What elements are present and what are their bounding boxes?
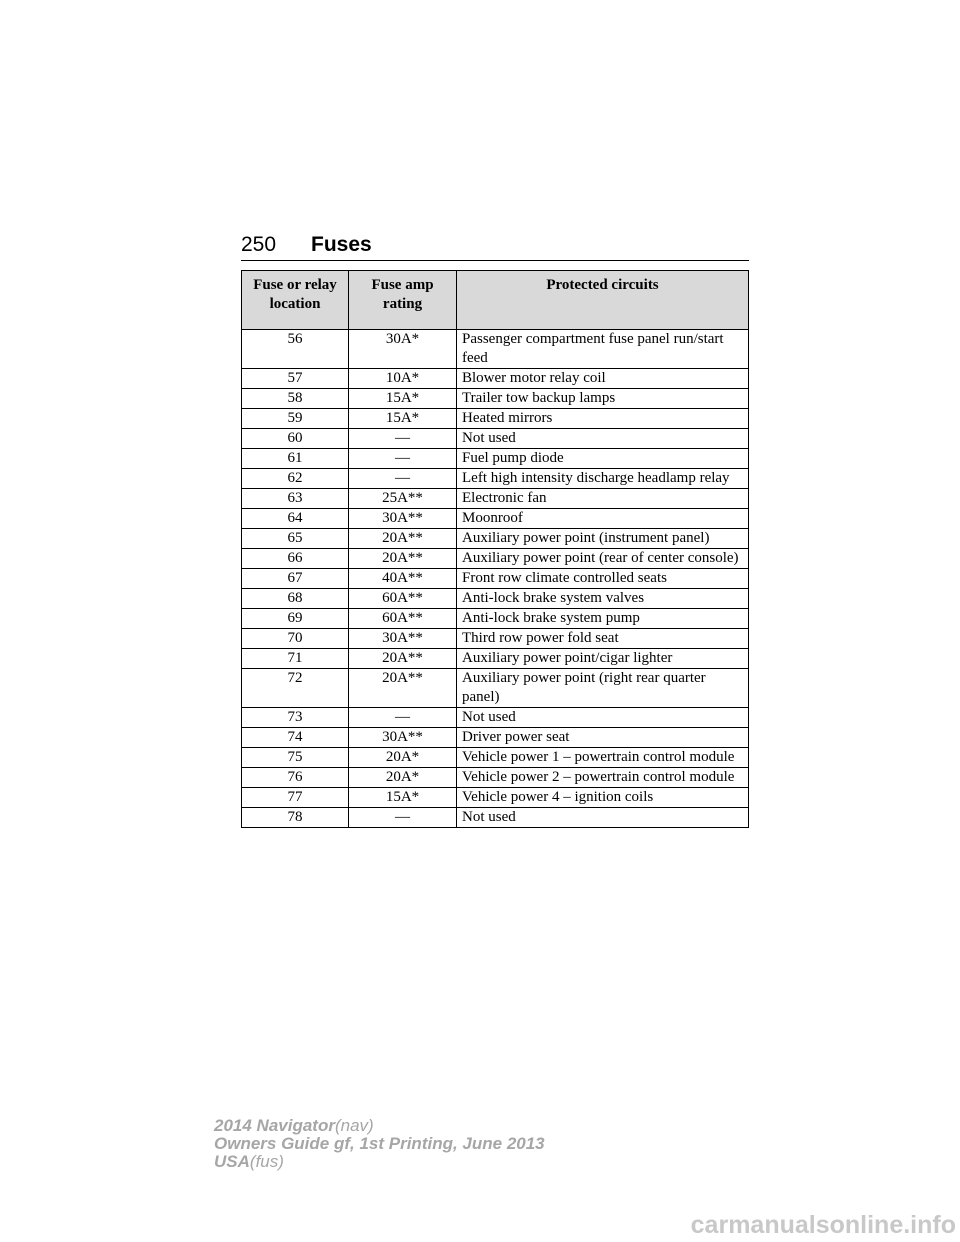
cell-protected-circuit: Anti-lock brake system pump — [457, 609, 749, 629]
cell-protected-circuit: Auxiliary power point (right rear quarter panel) — [457, 669, 749, 708]
cell-protected-circuit: Passenger compartment fuse panel run/start feed — [457, 330, 749, 369]
cell-protected-circuit: Anti-lock brake system valves — [457, 589, 749, 609]
table-row — [242, 369, 749, 389]
cell-amp-rating: 30A** — [349, 728, 457, 748]
cell-amp-rating: 30A** — [349, 509, 457, 529]
cell-protected-circuit: Vehicle power 2 – powertrain control module — [457, 768, 749, 788]
cell-protected-circuit: Not used — [457, 429, 749, 449]
cell-location: 66 — [242, 549, 349, 569]
cell-location: 57 — [242, 369, 349, 389]
table-row — [242, 669, 749, 708]
cell-amp-rating: — — [349, 469, 457, 489]
table-header-row — [242, 271, 749, 330]
cell-protected-circuit: Fuel pump diode — [457, 449, 749, 469]
cell-amp-rating: 20A* — [349, 748, 457, 768]
cell-location: 65 — [242, 529, 349, 549]
cell-amp-rating: 20A** — [349, 529, 457, 549]
table-row — [242, 589, 749, 609]
table-row — [242, 768, 749, 788]
cell-protected-circuit: Driver power seat — [457, 728, 749, 748]
cell-amp-rating: — — [349, 449, 457, 469]
cell-location: 62 — [242, 469, 349, 489]
cell-location: 74 — [242, 728, 349, 748]
footer-market-code: (fus) — [249, 1152, 284, 1171]
cell-amp-rating: 20A** — [349, 669, 457, 708]
cell-protected-circuit: Auxiliary power point (instrument panel) — [457, 529, 749, 549]
cell-protected-circuit: Heated mirrors — [457, 409, 749, 429]
fuse-table — [241, 270, 749, 828]
section-title: Fuses — [311, 233, 372, 256]
cell-amp-rating: 15A* — [349, 788, 457, 808]
footer-market: USA — [214, 1152, 250, 1171]
footer-model: 2014 Navigator — [214, 1116, 335, 1135]
cell-amp-rating: 20A** — [349, 549, 457, 569]
cell-amp-rating: 20A* — [349, 768, 457, 788]
cell-amp-rating: 15A* — [349, 389, 457, 409]
cell-protected-circuit: Auxiliary power point/cigar lighter — [457, 649, 749, 669]
footer-model-code: (nav) — [334, 1116, 374, 1135]
cell-location: 56 — [242, 330, 349, 369]
cell-protected-circuit: Third row power fold seat — [457, 629, 749, 649]
column-header-amp-rating: Fuse amp rating — [349, 271, 457, 330]
table-body — [242, 330, 749, 828]
cell-location: 77 — [242, 788, 349, 808]
cell-location: 69 — [242, 609, 349, 629]
table-row — [242, 409, 749, 429]
table-row — [242, 788, 749, 808]
cell-location: 58 — [242, 389, 349, 409]
cell-amp-rating: 10A* — [349, 369, 457, 389]
table-row — [242, 708, 749, 728]
cell-location: 64 — [242, 509, 349, 529]
cell-protected-circuit: Auxiliary power point (rear of center console) — [457, 549, 749, 569]
cell-amp-rating: — — [349, 429, 457, 449]
cell-amp-rating: 60A** — [349, 609, 457, 629]
cell-protected-circuit: Blower motor relay coil — [457, 369, 749, 389]
cell-amp-rating: 25A** — [349, 489, 457, 509]
table-row — [242, 808, 749, 828]
cell-amp-rating: 30A* — [349, 330, 457, 369]
cell-protected-circuit: Left high intensity discharge headlamp relay — [457, 469, 749, 489]
table-row — [242, 330, 749, 369]
cell-protected-circuit: Vehicle power 4 – ignition coils — [457, 788, 749, 808]
cell-location: 61 — [242, 449, 349, 469]
page-number: 250 — [241, 233, 277, 256]
footer — [214, 1117, 545, 1171]
cell-location: 67 — [242, 569, 349, 589]
table-row — [242, 529, 749, 549]
cell-location: 76 — [242, 768, 349, 788]
cell-protected-circuit: Not used — [457, 808, 749, 828]
table-row — [242, 748, 749, 768]
table-row — [242, 509, 749, 529]
cell-protected-circuit: Vehicle power 1 – powertrain control module — [457, 748, 749, 768]
table-row — [242, 549, 749, 569]
cell-protected-circuit: Not used — [457, 708, 749, 728]
cell-location: 75 — [242, 748, 349, 768]
cell-amp-rating: 40A** — [349, 569, 457, 589]
cell-amp-rating: 20A** — [349, 649, 457, 669]
table-row — [242, 629, 749, 649]
footer-guide-info: Owners Guide gf, 1st Printing, June 2013 — [214, 1134, 545, 1153]
cell-location: 63 — [242, 489, 349, 509]
watermark: carmanualsonline.info — [690, 1211, 956, 1239]
cell-location: 78 — [242, 808, 349, 828]
cell-location: 71 — [242, 649, 349, 669]
table-row — [242, 389, 749, 409]
cell-protected-circuit: Moonroof — [457, 509, 749, 529]
table-row — [242, 609, 749, 629]
cell-location: 72 — [242, 669, 349, 708]
cell-protected-circuit: Trailer tow backup lamps — [457, 389, 749, 409]
table-row — [242, 469, 749, 489]
column-header-location: Fuse or relay location — [242, 271, 349, 330]
page-header — [241, 232, 749, 261]
cell-location: 68 — [242, 589, 349, 609]
cell-location: 73 — [242, 708, 349, 728]
table-row — [242, 649, 749, 669]
cell-protected-circuit: Electronic fan — [457, 489, 749, 509]
cell-amp-rating: 30A** — [349, 629, 457, 649]
cell-amp-rating: 60A** — [349, 589, 457, 609]
table-row — [242, 728, 749, 748]
column-header-protected-circuits: Protected circuits — [457, 271, 749, 330]
table-row — [242, 429, 749, 449]
cell-location: 59 — [242, 409, 349, 429]
cell-protected-circuit: Front row climate controlled seats — [457, 569, 749, 589]
cell-location: 60 — [242, 429, 349, 449]
table-row — [242, 569, 749, 589]
cell-amp-rating: — — [349, 708, 457, 728]
table-row — [242, 449, 749, 469]
table-row — [242, 489, 749, 509]
cell-amp-rating: 15A* — [349, 409, 457, 429]
cell-amp-rating: — — [349, 808, 457, 828]
cell-location: 70 — [242, 629, 349, 649]
